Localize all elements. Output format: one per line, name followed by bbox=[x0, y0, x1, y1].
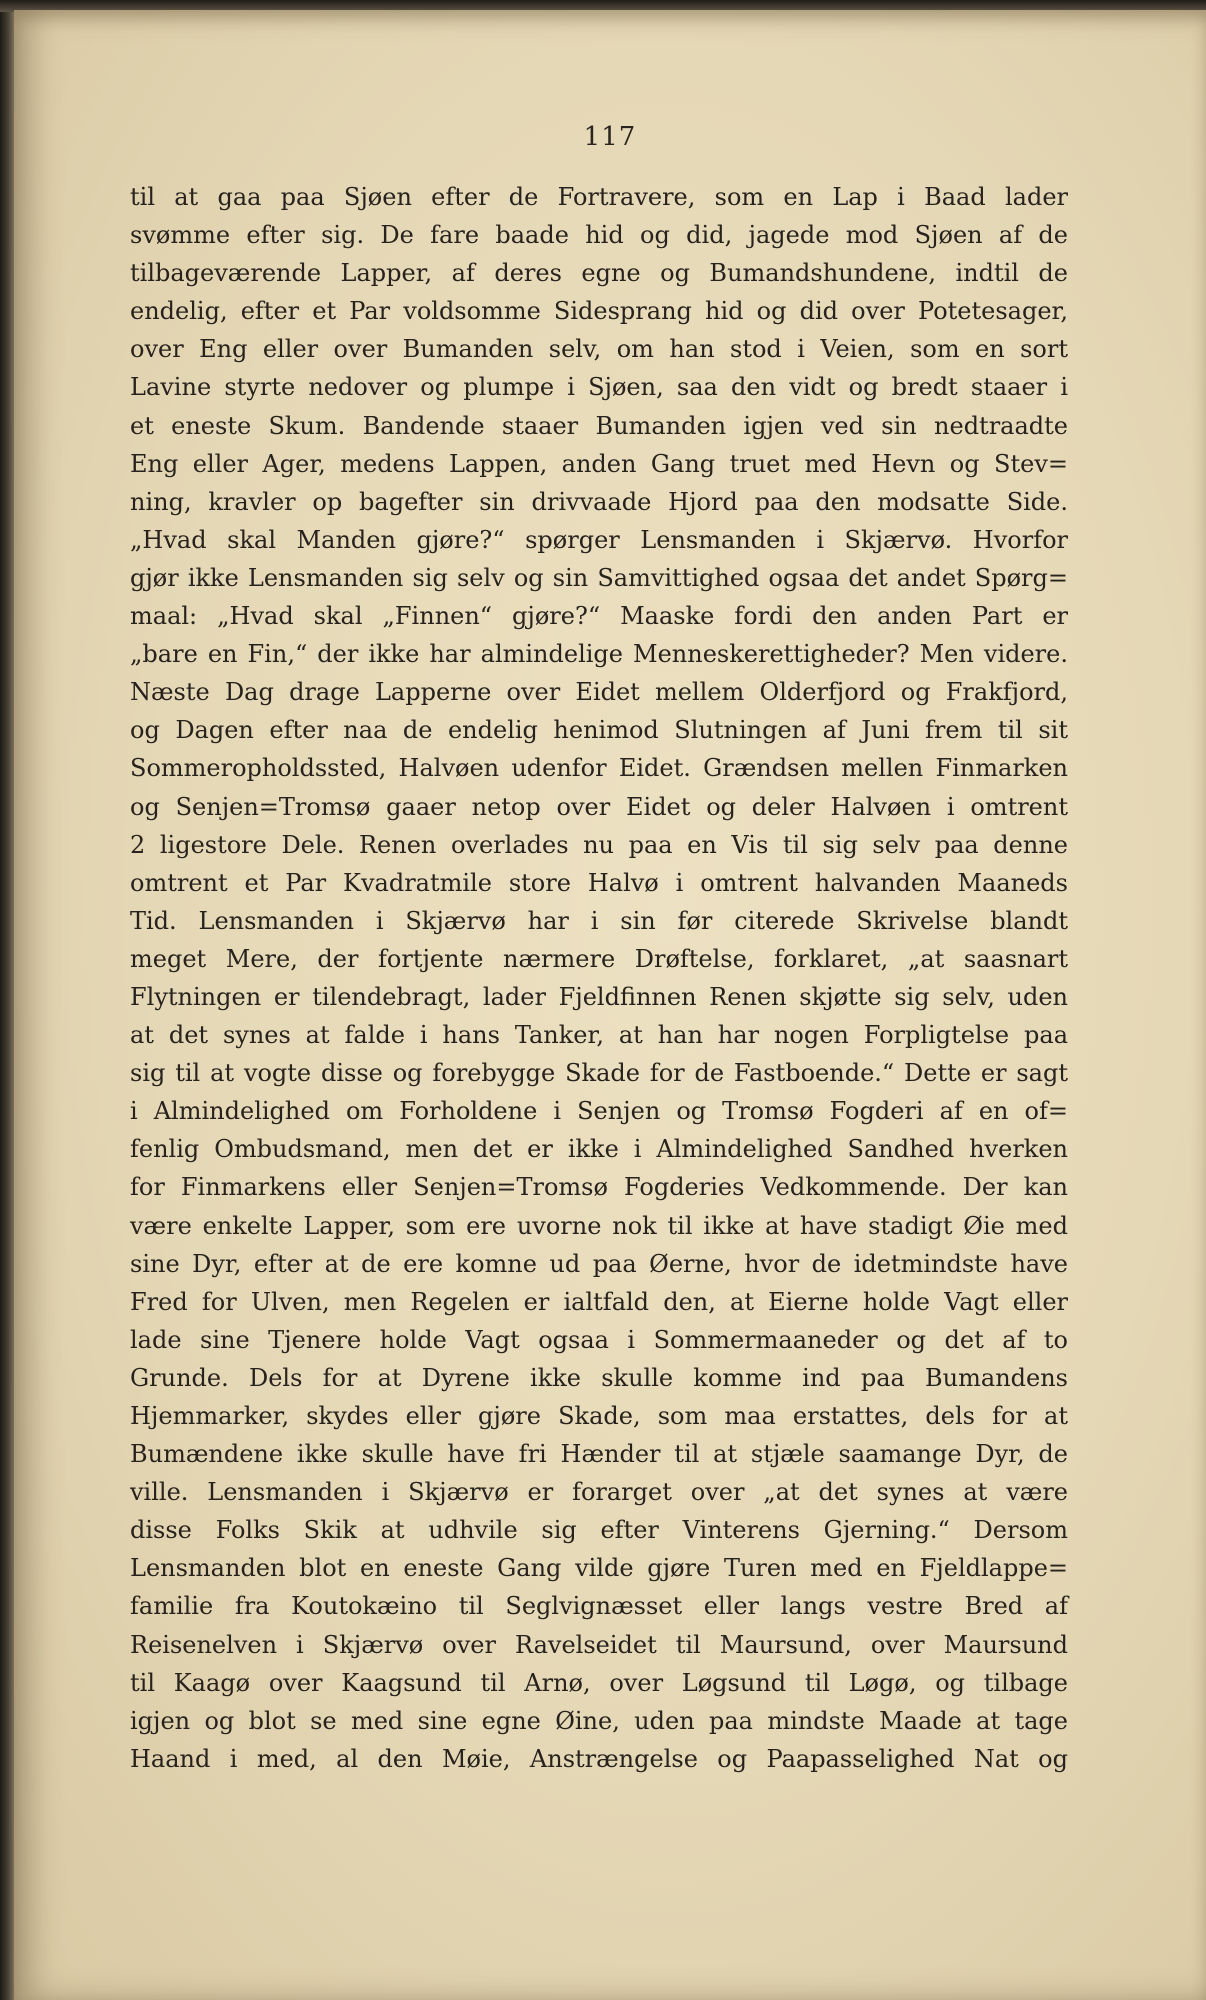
text-line: til at gaa paa Sjøen efter de Fortravere, som en Lap i Baad lader bbox=[130, 183, 1068, 211]
text-line: sig til at vogte disse og forebygge Skade for de Fastboende.“ Dette er sagt bbox=[130, 1059, 1068, 1088]
text-line: maal: „Hvad skal „Finnen“ gjøre?“ Maaske fordi den anden Part er bbox=[130, 602, 1068, 631]
text-line: at det synes at falde i hans Tanker, at han har nogen Forpligtelse paa bbox=[130, 1021, 1068, 1050]
text-line: 2 ligestore Dele. Renen overlades nu paa en Vis til sig selv paa denne bbox=[130, 830, 1068, 859]
text-line: omtrent et Par Kvadratmile store Halvø i omtrent halvanden Maaneds bbox=[130, 868, 1068, 897]
text-line: Tid. Lensmanden i Skjærvø har i sin før citerede Skrivelse blandt bbox=[130, 906, 1068, 935]
text-line: Eng eller Ager, medens Lappen, anden Gang truet med Hevn og Stev= bbox=[130, 449, 1068, 478]
text-line: være enkelte Lapper, som ere uvorne nok til ikke at have stadigt Øie med bbox=[130, 1211, 1068, 1240]
text-line: ville. Lensmanden i Skjærvø er forarget over „at det synes at være bbox=[130, 1478, 1068, 1507]
text-line: et eneste Skum. Bandende staaer Bumanden igjen ved sin nedtraadte bbox=[130, 411, 1068, 440]
text-line: familie fra Koutokæino til Seglvignæsset eller langs vestre Bred af bbox=[130, 1592, 1068, 1621]
text-line: Reisenelven i Skjærvø over Ravelseidet til Maursund, over Maursund bbox=[130, 1630, 1068, 1659]
text-line: „bare en Fin,“ der ikke har almindelige Menneskerettigheder? Men videre. bbox=[130, 640, 1068, 669]
text-line: endelig, efter et Par voldsomme Sidesprang hid og did over Potetesager, bbox=[130, 297, 1068, 326]
text-line: Bumændene ikke skulle have fri Hænder til at stjæle saamange Dyr, de bbox=[130, 1440, 1068, 1469]
text-line: Lensmanden blot en eneste Gang vilde gjøre Turen med en Fjeldlappe= bbox=[130, 1554, 1068, 1583]
text-line: og Senjen=Tromsø gaaer netop over Eidet og deler Halvøen i omtrent bbox=[130, 792, 1068, 821]
text-line: sine Dyr, efter at de ere komne ud paa Øerne, hvor de idetmindste have bbox=[130, 1249, 1068, 1278]
text-line: igjen og blot se med sine egne Øine, uden paa mindste Maade at tage bbox=[130, 1706, 1068, 1735]
text-line: og Dagen efter naa de endelig henimod Slutningen af Juni frem til sit bbox=[130, 716, 1068, 745]
text-line: Fred for Ulven, men Regelen er ialtfald den, at Eierne holde Vagt eller bbox=[130, 1287, 1068, 1316]
text-line: svømme efter sig. De fare baade hid og did, jagede mod Sjøen af de bbox=[130, 221, 1068, 250]
text-line: til Kaagø over Kaagsund til Arnø, over Løgsund til Løgø, og tilbage bbox=[130, 1668, 1068, 1697]
body-text bbox=[130, 178, 1068, 1778]
book-page bbox=[14, 10, 1206, 2000]
text-line: gjør ikke Lensmanden sig selv og sin Samvittighed ogsaa det andet Spørg= bbox=[130, 563, 1068, 592]
text-line: meget Mere, der fortjente nærmere Drøftelse, forklaret, „at saasnart bbox=[130, 944, 1068, 973]
text-line: disse Folks Skik at udhvile sig efter Vinterens Gjerning.“ Dersom bbox=[130, 1516, 1068, 1545]
text-line: ning, kravler op bagefter sin drivvaade Hjord paa den modsatte Side. bbox=[130, 487, 1068, 516]
text-line: Næste Dag drage Lapperne over Eidet mellem Olderfjord og Frakfjord, bbox=[130, 678, 1068, 707]
text-line: fenlig Ombudsmand, men det er ikke i Almindelighed Sandhed hverken bbox=[130, 1135, 1068, 1164]
text-line: Flytningen er tilendebragt, lader Fjeldfinnen Renen skjøtte sig selv, uden bbox=[130, 982, 1068, 1011]
text-line: tilbageværende Lapper, af deres egne og Bumandshundene, indtil de bbox=[130, 259, 1068, 288]
text-line: Grunde. Dels for at Dyrene ikke skulle komme ind paa Bumandens bbox=[130, 1363, 1068, 1392]
book-spine bbox=[0, 0, 14, 2000]
text-line: over Eng eller over Bumanden selv, om han stod i Veien, som en sort bbox=[130, 335, 1068, 364]
text-line: Sommeropholdssted, Halvøen udenfor Eidet. Grændsen mellen Finmarken bbox=[130, 754, 1068, 783]
text-line: Lavine styrte nedover og plumpe i Sjøen, saa den vidt og bredt staaer i bbox=[130, 373, 1068, 402]
text-line: lade sine Tjenere holde Vagt ogsaa i Sommermaaneder og det af to bbox=[130, 1325, 1068, 1354]
text-line: „Hvad skal Manden gjøre?“ spørger Lensmanden i Skjærvø. Hvorfor bbox=[130, 525, 1068, 554]
text-line: for Finmarkens eller Senjen=Tromsø Fogderies Vedkommende. Der kan bbox=[130, 1173, 1068, 1202]
text-line: Hjemmarker, skydes eller gjøre Skade, som maa erstattes, dels for at bbox=[130, 1402, 1068, 1430]
text-line: i Almindelighed om Forholdene i Senjen og Tromsø Fogderi af en of= bbox=[130, 1097, 1068, 1126]
text-line: Haand i med, al den Møie, Anstrængelse og Paapasselighed Nat og bbox=[130, 1744, 1068, 1773]
page-number: 117 bbox=[583, 122, 637, 152]
